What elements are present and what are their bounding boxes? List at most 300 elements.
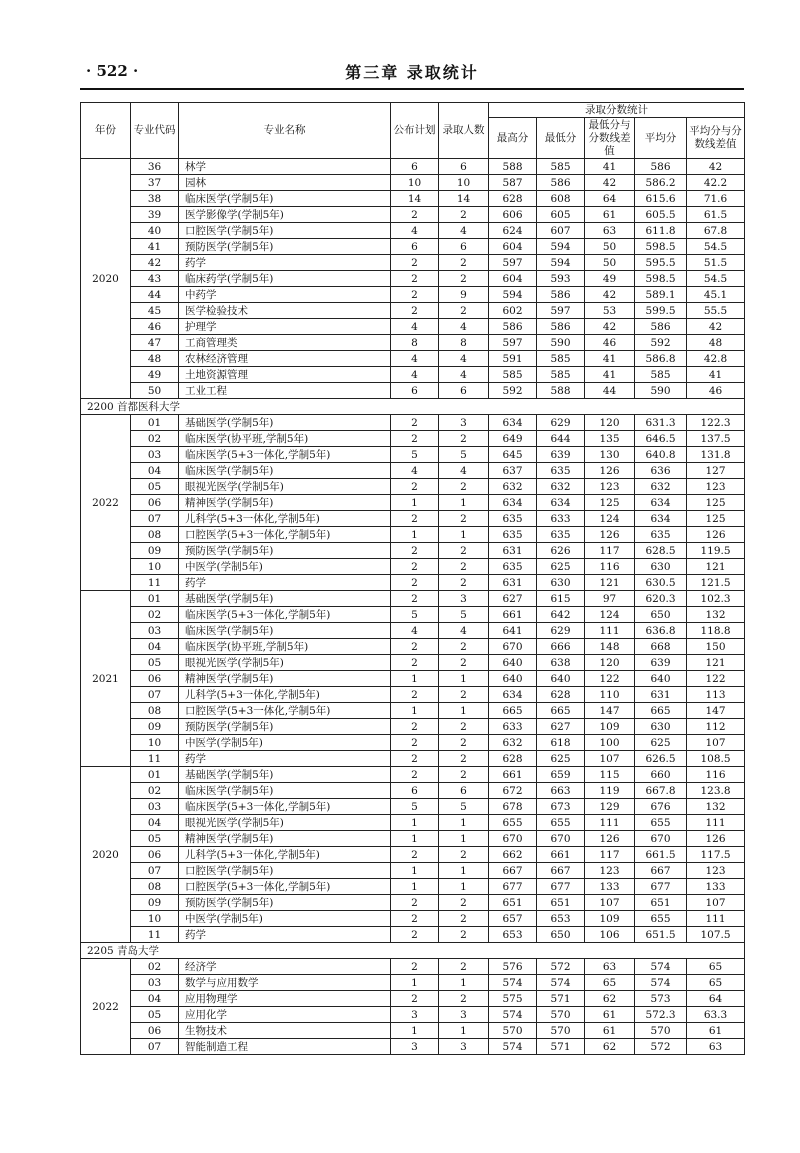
min-diff: 120 bbox=[585, 655, 635, 671]
avg-diff: 116 bbox=[687, 767, 745, 783]
header-rule bbox=[80, 88, 744, 90]
avg-diff: 123 bbox=[687, 863, 745, 879]
avg-diff: 42.8 bbox=[687, 351, 745, 367]
header-min-diff: 最低分与分数线差值 bbox=[585, 118, 635, 159]
avg-diff: 121 bbox=[687, 655, 745, 671]
avg-score: 630 bbox=[635, 559, 687, 575]
admitted-count: 2 bbox=[439, 303, 489, 319]
avg-score: 585 bbox=[635, 367, 687, 383]
major-name: 药学 bbox=[179, 751, 391, 767]
major-name: 基础医学(学制5年) bbox=[179, 767, 391, 783]
min-diff: 117 bbox=[585, 847, 635, 863]
major-name: 眼视光医学(学制5年) bbox=[179, 479, 391, 495]
table-row bbox=[81, 1039, 745, 1055]
max-score: 604 bbox=[489, 239, 537, 255]
admitted-count: 2 bbox=[439, 575, 489, 591]
major-code: 06 bbox=[131, 671, 179, 687]
major-name: 工商管理类 bbox=[179, 335, 391, 351]
avg-score: 574 bbox=[635, 975, 687, 991]
admitted-count: 4 bbox=[439, 623, 489, 639]
max-score: 585 bbox=[489, 367, 537, 383]
avg-diff: 61 bbox=[687, 1023, 745, 1039]
major-code: 46 bbox=[131, 319, 179, 335]
school-label: 2200 首都医科大学 bbox=[81, 399, 745, 415]
major-code: 08 bbox=[131, 527, 179, 543]
avg-score: 676 bbox=[635, 799, 687, 815]
header-admitted: 录取人数 bbox=[439, 103, 489, 159]
year-cell: 2020 bbox=[81, 767, 131, 943]
major-code: 01 bbox=[131, 767, 179, 783]
min-score: 626 bbox=[537, 543, 585, 559]
admission-table bbox=[80, 102, 745, 1055]
major-code: 05 bbox=[131, 831, 179, 847]
avg-score: 634 bbox=[635, 511, 687, 527]
major-code: 49 bbox=[131, 367, 179, 383]
admitted-count: 2 bbox=[439, 255, 489, 271]
plan-count: 2 bbox=[391, 927, 439, 943]
max-score: 570 bbox=[489, 1023, 537, 1039]
min-score: 655 bbox=[537, 815, 585, 831]
major-name: 口腔医学(5+3一体化,学制5年) bbox=[179, 527, 391, 543]
major-code: 45 bbox=[131, 303, 179, 319]
admitted-count: 2 bbox=[439, 847, 489, 863]
admitted-count: 6 bbox=[439, 159, 489, 175]
plan-count: 2 bbox=[391, 511, 439, 527]
major-name: 工业工程 bbox=[179, 383, 391, 399]
avg-diff: 111 bbox=[687, 815, 745, 831]
plan-count: 2 bbox=[391, 207, 439, 223]
min-score: 585 bbox=[537, 367, 585, 383]
table-row bbox=[81, 159, 745, 175]
plan-count: 2 bbox=[391, 543, 439, 559]
max-score: 640 bbox=[489, 655, 537, 671]
avg-diff: 147 bbox=[687, 703, 745, 719]
max-score: 586 bbox=[489, 319, 537, 335]
major-name: 医学检验技术 bbox=[179, 303, 391, 319]
min-score: 628 bbox=[537, 687, 585, 703]
avg-score: 630 bbox=[635, 719, 687, 735]
max-score: 653 bbox=[489, 927, 537, 943]
table-row bbox=[81, 719, 745, 735]
table-row bbox=[81, 415, 745, 431]
min-score: 570 bbox=[537, 1007, 585, 1023]
major-code: 36 bbox=[131, 159, 179, 175]
avg-score: 592 bbox=[635, 335, 687, 351]
admitted-count: 3 bbox=[439, 1039, 489, 1055]
admitted-count: 1 bbox=[439, 863, 489, 879]
major-code: 06 bbox=[131, 847, 179, 863]
page-header bbox=[80, 56, 744, 86]
major-name: 临床医学(5+3一体化,学制5年) bbox=[179, 799, 391, 815]
admitted-count: 6 bbox=[439, 239, 489, 255]
min-score: 590 bbox=[537, 335, 585, 351]
max-score: 574 bbox=[489, 1007, 537, 1023]
admitted-count: 6 bbox=[439, 783, 489, 799]
table-row bbox=[81, 207, 745, 223]
min-diff: 41 bbox=[585, 159, 635, 175]
table-row bbox=[81, 783, 745, 799]
plan-count: 2 bbox=[391, 735, 439, 751]
avg-diff: 55.5 bbox=[687, 303, 745, 319]
table-row bbox=[81, 223, 745, 239]
admitted-count: 2 bbox=[439, 895, 489, 911]
major-code: 02 bbox=[131, 783, 179, 799]
avg-diff: 65 bbox=[687, 975, 745, 991]
min-diff: 106 bbox=[585, 927, 635, 943]
max-score: 665 bbox=[489, 703, 537, 719]
min-score: 574 bbox=[537, 975, 585, 991]
major-code: 10 bbox=[131, 911, 179, 927]
admitted-count: 2 bbox=[439, 479, 489, 495]
avg-diff: 119.5 bbox=[687, 543, 745, 559]
max-score: 606 bbox=[489, 207, 537, 223]
min-diff: 41 bbox=[585, 351, 635, 367]
min-diff: 62 bbox=[585, 991, 635, 1007]
admitted-count: 2 bbox=[439, 271, 489, 287]
admitted-count: 2 bbox=[439, 911, 489, 927]
major-name: 林学 bbox=[179, 159, 391, 175]
min-score: 632 bbox=[537, 479, 585, 495]
avg-diff: 111 bbox=[687, 911, 745, 927]
max-score: 594 bbox=[489, 287, 537, 303]
plan-count: 5 bbox=[391, 447, 439, 463]
avg-diff: 123 bbox=[687, 479, 745, 495]
major-name: 口腔医学(学制5年) bbox=[179, 863, 391, 879]
min-score: 586 bbox=[537, 319, 585, 335]
major-name: 应用化学 bbox=[179, 1007, 391, 1023]
major-name: 口腔医学(5+3一体化,学制5年) bbox=[179, 879, 391, 895]
plan-count: 2 bbox=[391, 991, 439, 1007]
min-diff: 124 bbox=[585, 511, 635, 527]
header-avg: 平均分 bbox=[635, 118, 687, 159]
min-score: 667 bbox=[537, 863, 585, 879]
major-name: 护理学 bbox=[179, 319, 391, 335]
major-code: 04 bbox=[131, 639, 179, 655]
avg-score: 572.3 bbox=[635, 1007, 687, 1023]
major-code: 08 bbox=[131, 879, 179, 895]
min-diff: 97 bbox=[585, 591, 635, 607]
avg-diff: 41 bbox=[687, 367, 745, 383]
major-name: 预防医学(学制5年) bbox=[179, 719, 391, 735]
admitted-count: 2 bbox=[439, 655, 489, 671]
min-diff: 61 bbox=[585, 1023, 635, 1039]
table-row bbox=[81, 351, 745, 367]
min-score: 585 bbox=[537, 351, 585, 367]
min-score: 586 bbox=[537, 175, 585, 191]
max-score: 597 bbox=[489, 255, 537, 271]
max-score: 597 bbox=[489, 335, 537, 351]
major-name: 智能制造工程 bbox=[179, 1039, 391, 1055]
table-row bbox=[81, 559, 745, 575]
table-row bbox=[81, 735, 745, 751]
table-row bbox=[81, 879, 745, 895]
major-name: 药学 bbox=[179, 255, 391, 271]
year-cell: 2021 bbox=[81, 591, 131, 767]
admitted-count: 1 bbox=[439, 879, 489, 895]
avg-diff: 133 bbox=[687, 879, 745, 895]
min-score: 572 bbox=[537, 959, 585, 975]
min-diff: 46 bbox=[585, 335, 635, 351]
avg-diff: 122 bbox=[687, 671, 745, 687]
plan-count: 1 bbox=[391, 863, 439, 879]
avg-score: 631 bbox=[635, 687, 687, 703]
plan-count: 2 bbox=[391, 559, 439, 575]
table-row bbox=[81, 863, 745, 879]
max-score: 678 bbox=[489, 799, 537, 815]
min-score: 638 bbox=[537, 655, 585, 671]
admitted-count: 2 bbox=[439, 639, 489, 655]
avg-score: 639 bbox=[635, 655, 687, 671]
min-diff: 124 bbox=[585, 607, 635, 623]
table-row bbox=[81, 847, 745, 863]
min-score: 640 bbox=[537, 671, 585, 687]
min-diff: 123 bbox=[585, 863, 635, 879]
max-score: 635 bbox=[489, 511, 537, 527]
avg-diff: 122.3 bbox=[687, 415, 745, 431]
admitted-count: 2 bbox=[439, 767, 489, 783]
min-diff: 53 bbox=[585, 303, 635, 319]
max-score: 633 bbox=[489, 719, 537, 735]
plan-count: 6 bbox=[391, 159, 439, 175]
min-diff: 63 bbox=[585, 959, 635, 975]
plan-count: 5 bbox=[391, 799, 439, 815]
avg-diff: 61.5 bbox=[687, 207, 745, 223]
plan-count: 8 bbox=[391, 335, 439, 351]
min-score: 639 bbox=[537, 447, 585, 463]
major-code: 02 bbox=[131, 431, 179, 447]
major-code: 42 bbox=[131, 255, 179, 271]
admitted-count: 2 bbox=[439, 719, 489, 735]
avg-score: 590 bbox=[635, 383, 687, 399]
major-code: 03 bbox=[131, 975, 179, 991]
admitted-count: 5 bbox=[439, 447, 489, 463]
table-row bbox=[81, 911, 745, 927]
plan-count: 2 bbox=[391, 895, 439, 911]
table-header bbox=[81, 103, 745, 159]
major-name: 园林 bbox=[179, 175, 391, 191]
max-score: 645 bbox=[489, 447, 537, 463]
plan-count: 1 bbox=[391, 703, 439, 719]
min-score: 570 bbox=[537, 1023, 585, 1039]
table-row bbox=[81, 575, 745, 591]
header-year: 年份 bbox=[81, 103, 131, 159]
major-name: 预防医学(学制5年) bbox=[179, 239, 391, 255]
max-score: 588 bbox=[489, 159, 537, 175]
plan-count: 2 bbox=[391, 271, 439, 287]
major-name: 临床医学(学制5年) bbox=[179, 783, 391, 799]
avg-score: 655 bbox=[635, 911, 687, 927]
min-diff: 109 bbox=[585, 719, 635, 735]
avg-score: 605.5 bbox=[635, 207, 687, 223]
major-code: 11 bbox=[131, 751, 179, 767]
min-diff: 61 bbox=[585, 1007, 635, 1023]
admitted-count: 3 bbox=[439, 1007, 489, 1023]
min-diff: 65 bbox=[585, 975, 635, 991]
major-name: 精神医学(学制5年) bbox=[179, 495, 391, 511]
max-score: 624 bbox=[489, 223, 537, 239]
major-code: 37 bbox=[131, 175, 179, 191]
min-score: 661 bbox=[537, 847, 585, 863]
min-diff: 133 bbox=[585, 879, 635, 895]
min-score: 653 bbox=[537, 911, 585, 927]
admitted-count: 8 bbox=[439, 335, 489, 351]
avg-diff: 63 bbox=[687, 1039, 745, 1055]
avg-diff: 42 bbox=[687, 319, 745, 335]
major-code: 05 bbox=[131, 1007, 179, 1023]
avg-score: 651.5 bbox=[635, 927, 687, 943]
table-row bbox=[81, 1023, 745, 1039]
major-name: 药学 bbox=[179, 575, 391, 591]
avg-score: 667 bbox=[635, 863, 687, 879]
avg-diff: 67.8 bbox=[687, 223, 745, 239]
admitted-count: 1 bbox=[439, 975, 489, 991]
admitted-count: 1 bbox=[439, 671, 489, 687]
max-score: 641 bbox=[489, 623, 537, 639]
major-name: 应用物理学 bbox=[179, 991, 391, 1007]
avg-diff: 71.6 bbox=[687, 191, 745, 207]
min-score: 642 bbox=[537, 607, 585, 623]
plan-count: 2 bbox=[391, 751, 439, 767]
max-score: 591 bbox=[489, 351, 537, 367]
max-score: 631 bbox=[489, 543, 537, 559]
min-score: 673 bbox=[537, 799, 585, 815]
avg-score: 650 bbox=[635, 607, 687, 623]
major-name: 预防医学(学制5年) bbox=[179, 543, 391, 559]
table-row bbox=[81, 479, 745, 495]
major-code: 09 bbox=[131, 719, 179, 735]
major-name: 精神医学(学制5年) bbox=[179, 671, 391, 687]
header-stats-group: 录取分数统计 bbox=[489, 103, 745, 118]
major-name: 口腔医学(学制5年) bbox=[179, 223, 391, 239]
plan-count: 4 bbox=[391, 367, 439, 383]
max-score: 574 bbox=[489, 1039, 537, 1055]
min-diff: 122 bbox=[585, 671, 635, 687]
admitted-count: 2 bbox=[439, 751, 489, 767]
table-row bbox=[81, 367, 745, 383]
avg-score: 640.8 bbox=[635, 447, 687, 463]
plan-count: 2 bbox=[391, 639, 439, 655]
plan-count: 2 bbox=[391, 303, 439, 319]
admitted-count: 2 bbox=[439, 431, 489, 447]
admitted-count: 2 bbox=[439, 735, 489, 751]
avg-score: 620.3 bbox=[635, 591, 687, 607]
max-score: 635 bbox=[489, 559, 537, 575]
plan-count: 4 bbox=[391, 623, 439, 639]
avg-diff: 107 bbox=[687, 735, 745, 751]
admitted-count: 14 bbox=[439, 191, 489, 207]
admitted-count: 2 bbox=[439, 511, 489, 527]
avg-score: 632 bbox=[635, 479, 687, 495]
plan-count: 3 bbox=[391, 1039, 439, 1055]
major-name: 口腔医学(5+3一体化,学制5年) bbox=[179, 703, 391, 719]
min-score: 635 bbox=[537, 463, 585, 479]
max-score: 628 bbox=[489, 191, 537, 207]
max-score: 634 bbox=[489, 687, 537, 703]
table-row bbox=[81, 927, 745, 943]
major-code: 06 bbox=[131, 495, 179, 511]
major-name: 临床医学(学制5年) bbox=[179, 623, 391, 639]
plan-count: 4 bbox=[391, 463, 439, 479]
avg-score: 670 bbox=[635, 831, 687, 847]
min-score: 605 bbox=[537, 207, 585, 223]
chapter-title: 第三章 录取统计 bbox=[345, 63, 479, 82]
min-diff: 135 bbox=[585, 431, 635, 447]
admitted-count: 9 bbox=[439, 287, 489, 303]
plan-count: 2 bbox=[391, 911, 439, 927]
major-code: 08 bbox=[131, 703, 179, 719]
major-name: 中医学(学制5年) bbox=[179, 735, 391, 751]
min-score: 588 bbox=[537, 383, 585, 399]
major-code: 40 bbox=[131, 223, 179, 239]
avg-diff: 121.5 bbox=[687, 575, 745, 591]
avg-diff: 117.5 bbox=[687, 847, 745, 863]
min-diff: 61 bbox=[585, 207, 635, 223]
max-score: 677 bbox=[489, 879, 537, 895]
avg-diff: 123.8 bbox=[687, 783, 745, 799]
plan-count: 2 bbox=[391, 287, 439, 303]
major-name: 儿科学(5+3一体化,学制5年) bbox=[179, 687, 391, 703]
table-row bbox=[81, 895, 745, 911]
admitted-count: 2 bbox=[439, 543, 489, 559]
plan-count: 4 bbox=[391, 223, 439, 239]
min-score: 644 bbox=[537, 431, 585, 447]
major-name: 基础医学(学制5年) bbox=[179, 415, 391, 431]
table-row bbox=[81, 991, 745, 1007]
major-name: 眼视光医学(学制5年) bbox=[179, 655, 391, 671]
avg-score: 573 bbox=[635, 991, 687, 1007]
avg-score: 626.5 bbox=[635, 751, 687, 767]
min-diff: 148 bbox=[585, 639, 635, 655]
major-name: 儿科学(5+3一体化,学制5年) bbox=[179, 511, 391, 527]
min-score: 659 bbox=[537, 767, 585, 783]
avg-score: 634 bbox=[635, 495, 687, 511]
major-code: 01 bbox=[131, 591, 179, 607]
min-score: 663 bbox=[537, 783, 585, 799]
avg-score: 598.5 bbox=[635, 271, 687, 287]
max-score: 655 bbox=[489, 815, 537, 831]
min-diff: 111 bbox=[585, 623, 635, 639]
admitted-count: 4 bbox=[439, 319, 489, 335]
school-row bbox=[81, 399, 745, 415]
max-score: 662 bbox=[489, 847, 537, 863]
plan-count: 2 bbox=[391, 687, 439, 703]
plan-count: 2 bbox=[391, 479, 439, 495]
min-diff: 50 bbox=[585, 255, 635, 271]
header-avg-diff: 平均分与分数线差值 bbox=[687, 118, 745, 159]
table-row bbox=[81, 495, 745, 511]
major-name: 医学影像学(学制5年) bbox=[179, 207, 391, 223]
plan-count: 14 bbox=[391, 191, 439, 207]
plan-count: 1 bbox=[391, 671, 439, 687]
avg-score: 668 bbox=[635, 639, 687, 655]
major-code: 09 bbox=[131, 543, 179, 559]
avg-score: 646.5 bbox=[635, 431, 687, 447]
avg-score: 589.1 bbox=[635, 287, 687, 303]
major-code: 04 bbox=[131, 815, 179, 831]
table-row bbox=[81, 623, 745, 639]
avg-diff: 121 bbox=[687, 559, 745, 575]
min-diff: 121 bbox=[585, 575, 635, 591]
avg-diff: 125 bbox=[687, 495, 745, 511]
table-row bbox=[81, 767, 745, 783]
min-diff: 107 bbox=[585, 895, 635, 911]
avg-diff: 113 bbox=[687, 687, 745, 703]
min-diff: 42 bbox=[585, 319, 635, 335]
min-diff: 107 bbox=[585, 751, 635, 767]
avg-score: 661.5 bbox=[635, 847, 687, 863]
avg-diff: 132 bbox=[687, 799, 745, 815]
plan-count: 1 bbox=[391, 831, 439, 847]
